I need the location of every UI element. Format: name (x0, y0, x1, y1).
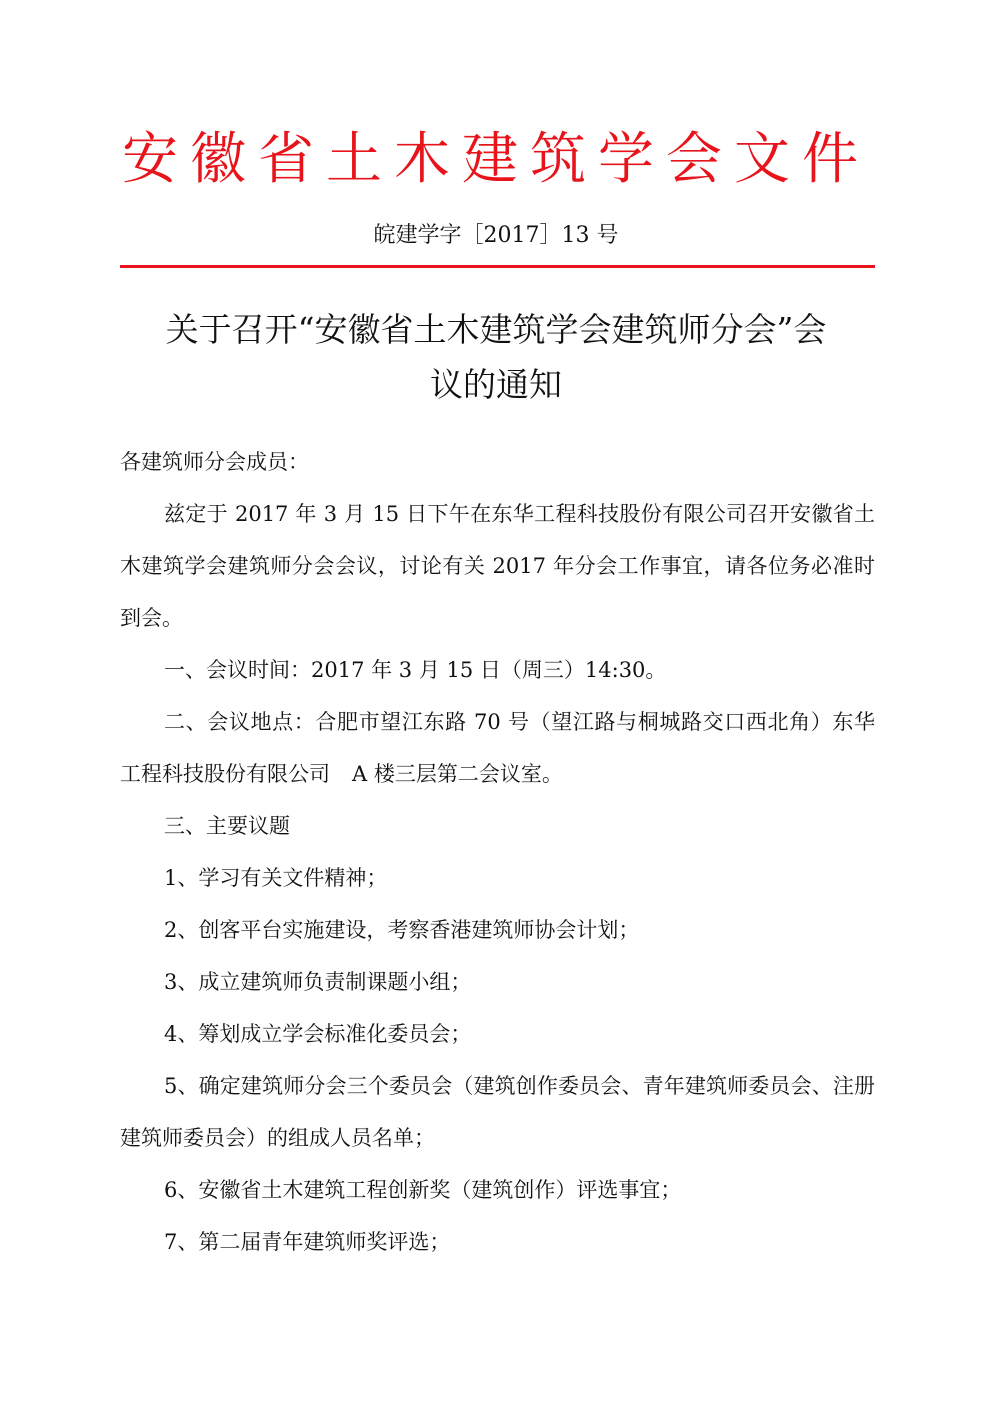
meeting-time-item: 一、会议时间：2017 年 3 月 15 日（周三）14:30。 (164, 658, 667, 682)
intro-paragraph: 兹定于 2017 年 3 月 15 日下午在东华工程科技股份有限公司召开安徽省土木建筑学会建筑师分会会议，讨论有关 2017 年分会工作事宜，请各位务必准时到会。 (120, 502, 875, 630)
notice-title-line-2: 议的通知 (430, 365, 562, 404)
topic-item-4: 4、筹划成立学会标准化委员会； (164, 1022, 472, 1046)
red-divider-line (120, 265, 875, 268)
notice-title (110, 302, 882, 412)
document-number: 皖建学字［2017］13 号 (373, 223, 619, 248)
topic-item-3: 3、成立建筑师负责制课题小组； (164, 970, 472, 994)
topics-heading: 三、主要议题 (164, 814, 290, 838)
notice-title-line-1: 关于召开“安徽省土木建筑学会建筑师分会”会 (165, 310, 827, 349)
topic-item-5: 5、确定建筑师分会三个委员会（建筑创作委员会、青年建筑师委员会、注册建筑师委员会）的组成人员名单； (120, 1074, 875, 1150)
meeting-room-text: A 楼三层第二会议室。 (352, 762, 563, 786)
topic-item-6: 6、安徽省土木建筑工程创新奖（建筑创作）评选事宜； (164, 1178, 682, 1202)
notice-body (120, 436, 875, 1268)
meeting-place-text: 二、会议地点：合肥市望江东路 70 号（望江路与桐城路交口西北角）东华工程科技股份有限公司 (120, 710, 875, 786)
meeting-place-item (120, 696, 875, 800)
topic-item-2: 2、创客平台实施建设，考察香港建筑师协会计划； (164, 918, 640, 942)
org-document-title: 安徽省土木建筑学会文件 (122, 127, 870, 192)
topic-item-7: 7、第二届青年建筑师奖评选； (164, 1230, 451, 1254)
topic-item-1: 1、学习有关文件精神； (164, 866, 388, 890)
salutation: 各建筑师分会成员： (120, 450, 309, 474)
